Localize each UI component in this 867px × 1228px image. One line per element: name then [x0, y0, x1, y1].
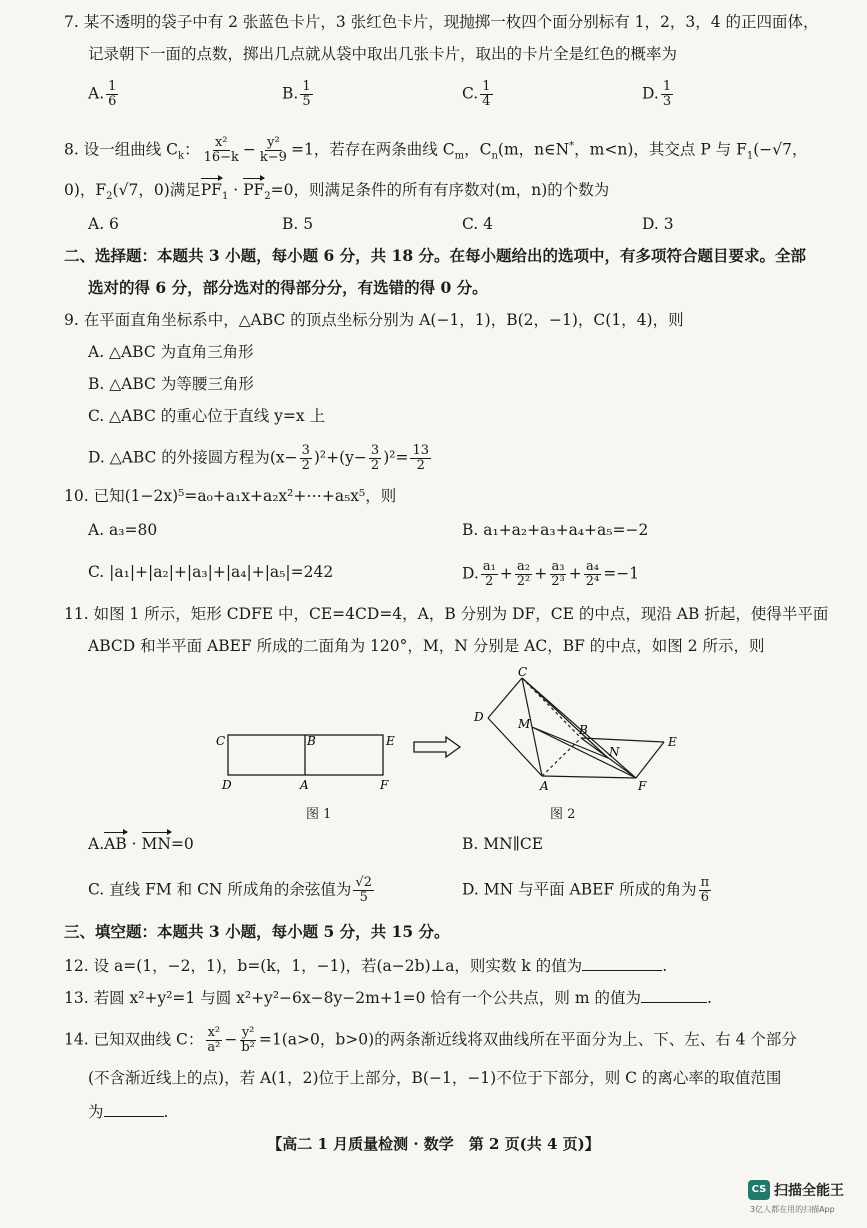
- q8-option-c: C. 4: [462, 215, 494, 233]
- q9-option-b: B. △ABC 为等腰三角形: [88, 375, 254, 393]
- q10-option-d: D. $\frac{\text{a₁}}{2}$ + $\frac{\text{a₂}}{\text{2²}}$ + $\frac{\text{a₃}}{\text{2³}}$ + $\frac{\text{a₄}}{\text{2⁴}}$ =−1: [462, 559, 640, 589]
- q7-option-c: C. $\frac{1}{4}$: [462, 79, 491, 109]
- fig2-edge-af: [542, 776, 636, 778]
- camscanner-logo-icon: CS: [748, 1180, 770, 1200]
- camscanner-tagline: 3亿人都在用的扫描App: [750, 1205, 835, 1214]
- q9-option-d: D. △ABC 的外接圆方程为(x− $\frac{3}{2}$ )²+(y− $\frac{3}{2}$ )²= $\frac{13}{2}$: [88, 443, 429, 473]
- fig1-label-e: E: [386, 734, 395, 748]
- fig1-label-d: D: [222, 778, 232, 792]
- q7-option-a: A. $\frac{1}{6}$: [88, 79, 117, 109]
- fig1-label-f: F: [380, 778, 389, 792]
- q10-option-c: C. |a₁|+|a₂|+|a₃|+|a₄|+|a₅|=242: [88, 563, 334, 581]
- q7-stem-line1: 7. 某不透明的袋子中有 2 张蓝色卡片，3 张红色卡片，现抛掷一枚四个面分别标有 1，2，3，4 的正四面体，: [64, 13, 819, 31]
- q10-stem: 10. 已知(1−2x)⁵=a₀+a₁x+a₂x²+⋯+a₅x⁵，则: [64, 487, 397, 505]
- fig2-label-b: B: [579, 723, 588, 737]
- figure-2-caption: 图 2: [550, 807, 576, 822]
- q7-option-d: D. $\frac{1}{3}$: [642, 79, 672, 109]
- q8-stem-line2: 0)，$F_2(√7$，0)满足$PF_1 \cdot PF_2=0$，则满足条件的所有有序数对(m，n)的个数为: [64, 181, 610, 203]
- fig2-label-d: D: [474, 710, 484, 724]
- fig2-edge-da: [488, 718, 542, 776]
- q14-stem-line2: (不含渐近线上的点)，若 A(1，2)位于上部分，B(−1，−1)不位于下部分，则 C 的离心率的取值范围: [88, 1069, 782, 1087]
- q10-option-b: B. a₁+a₂+a₃+a₄+a₅=−2: [462, 521, 649, 539]
- fig2-edge-cd: [488, 678, 522, 718]
- q13-answer-blank[interactable]: [641, 986, 707, 1003]
- q11-stem-line2: ABCD 和半平面 ABEF 所成的二面角为 120°，M，N 分别是 AC，BF 的中点，如图 2 所示，则: [88, 637, 765, 655]
- q14-stem-line1: 14. 已知双曲线 C： $\frac{\text{x²}}{\text{a²}}$ − $\frac{\text{y²}}{\text{b²}}$ =1(a>0，b>0)的两条渐近线将双曲线所在平面分为上、下、左、右 4 个部分: [64, 1025, 797, 1055]
- q7-option-b: B. $\frac{1}{5}$: [282, 79, 311, 109]
- camscanner-watermark: [748, 1178, 858, 1218]
- fig2-label-f: F: [638, 779, 647, 793]
- section2-heading-line2: 选对的得 6 分，部分选对的得部分分，有选错的得 0 分。: [88, 278, 488, 297]
- figure-2-folded: [466, 666, 696, 796]
- q9-stem: 9. 在平面直角坐标系中，△ABC 的顶点坐标分别为 A(−1，1)，B(2，−1)，C(1，4)，则: [64, 311, 684, 329]
- q11-option-b: B. MN∥CE: [462, 835, 544, 853]
- q14-answer-blank[interactable]: [104, 1100, 164, 1117]
- page-footer: 【高二 1 月质量检测 · 数学 第 2 页(共 4 页)】: [267, 1135, 600, 1153]
- fig2-edge-ab: [542, 738, 581, 776]
- q12-answer-blank[interactable]: [582, 954, 662, 971]
- fig2-segment-mn: [532, 727, 608, 758]
- figure-1-caption: 图 1: [306, 807, 332, 822]
- q11-option-d: D. MN 与平面 ABEF 所成的角为 $\frac{\pi}{6}$: [462, 875, 710, 905]
- fig2-label-n: N: [609, 745, 620, 759]
- q7-stem-line2: 记录朝下一面的点数，掷出几点就从袋中取出几张卡片，取出的卡片全是红色的概率为: [88, 45, 678, 63]
- fig1-label-b: B: [307, 734, 316, 748]
- q8-stem-line1: 8. 设一组曲线 $C_k$： $\frac{\text{x²}}{16-k}$ − $\frac{\text{y²}}{k-9}$ =1，若存在两条曲线 $C_m$，$C_n(m$，n∈N*，m<n)，其交点 P 与 $F_1(-√7$，: [64, 135, 808, 165]
- fig1-label-c: C: [216, 734, 226, 748]
- q9-option-a: A. △ABC 为直角三角形: [88, 343, 254, 361]
- q11-stem-line1: 11. 如图 1 所示，矩形 CDFE 中，CE=4CD=4，A，B 分别为 DF，CE 的中点，现沿 AB 折起，使得半平面: [64, 605, 829, 623]
- fig1-label-a: A: [300, 778, 309, 792]
- q10-option-a: A. a₃=80: [88, 521, 158, 539]
- q11-option-a: A.AB · MN=0: [88, 835, 194, 853]
- fig2-edge-ef: [636, 742, 664, 778]
- fig2-label-e: E: [668, 735, 677, 749]
- q9-option-c: C. △ABC 的重心位于直线 y=x 上: [88, 407, 326, 425]
- q8-option-b: B. 5: [282, 215, 314, 233]
- q13-stem: 13. 若圆 x²+y²=1 与圆 x²+y²−6x−8y−2m+1=0 恰有一个公共点，则 m 的值为 .: [64, 986, 712, 1008]
- q11-option-c: C. 直线 FM 和 CN 所成角的余弦值为 $\frac{√2}{5}$: [88, 875, 372, 905]
- figure-1-rectangle: [210, 725, 410, 795]
- section3-heading: 三、填空题：本题共 3 小题，每小题 5 分，共 15 分。: [64, 922, 450, 941]
- fig2-label-m: M: [518, 717, 531, 731]
- fig2-label-c: C: [518, 666, 528, 679]
- fig2-label-a: A: [540, 779, 549, 793]
- q12-stem: 12. 设 a=(1，−2，1)，b=(k，1，−1)，若(a−2b)⊥a，则实数 k 的值为 .: [64, 954, 667, 976]
- q14-stem-line3: 为 .: [88, 1100, 168, 1122]
- camscanner-name: 扫描全能王: [774, 1183, 844, 1199]
- q8-option-a: A. 6: [88, 215, 119, 233]
- fig2-segment-cn: [522, 678, 608, 758]
- section2-heading-line1: 二、选择题：本题共 3 小题，每小题 6 分，共 18 分。在每小题给出的选项中，有多项符合题目要求。全部: [64, 246, 807, 265]
- fold-arrow-icon: [412, 735, 464, 759]
- q8-option-d: D. 3: [642, 215, 674, 233]
